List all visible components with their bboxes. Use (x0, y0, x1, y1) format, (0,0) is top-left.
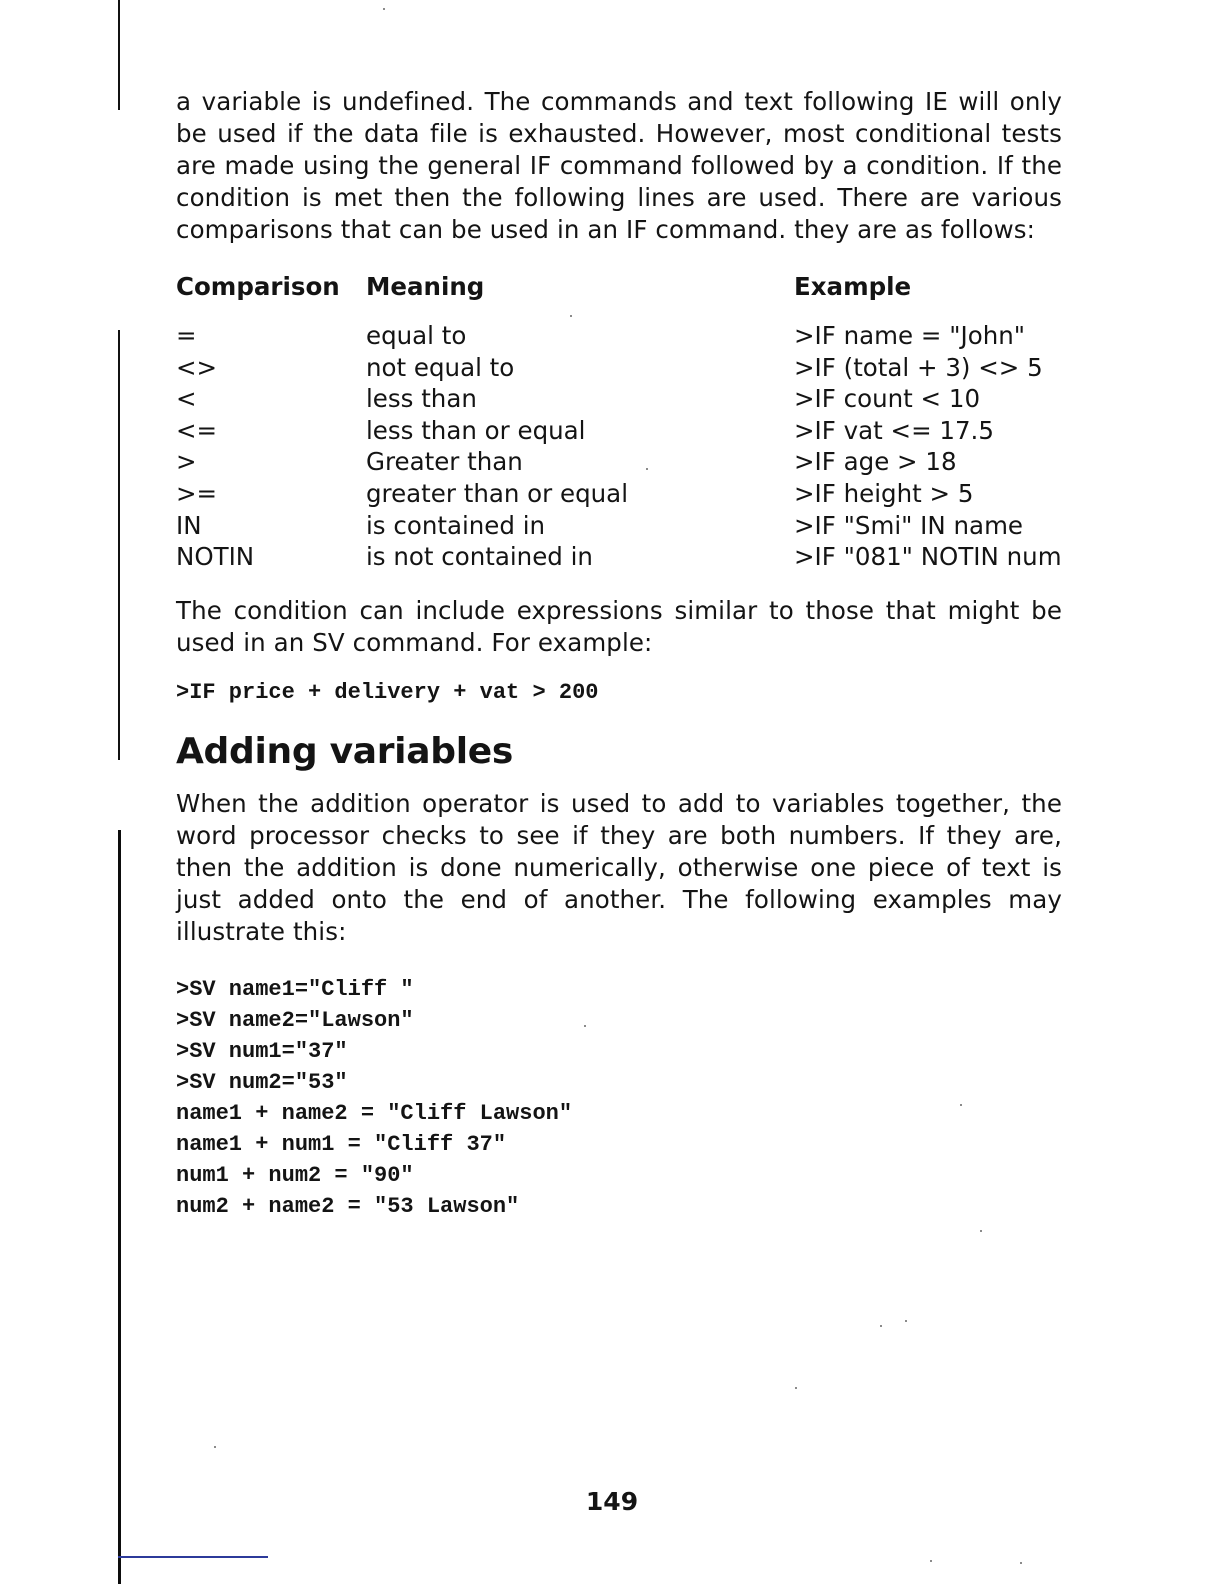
scan-edge-line (118, 1556, 268, 1558)
code-block (176, 974, 1062, 1222)
column-header-meaning: Meaning (366, 272, 485, 301)
comparison-meaning: less than or equal (366, 415, 586, 445)
scan-speck (646, 468, 648, 470)
code-line: >SV num1="37" (176, 1038, 348, 1064)
comparison-meaning: is contained in (366, 510, 546, 540)
comparison-meaning: greater than or equal (366, 478, 628, 508)
code-line: >SV name1="Cliff " (176, 976, 414, 1002)
scan-speck (930, 1560, 932, 1562)
comparison-operator: IN (176, 510, 202, 540)
comparison-operator: NOTIN (176, 542, 255, 572)
comparison-meaning: not equal to (366, 352, 515, 382)
comparison-example: >IF "081" NOTIN num (794, 542, 1062, 572)
comparison-operator: < (176, 384, 197, 414)
code-line: num2 + name2 = "53 Lawson" (176, 1193, 520, 1219)
table-row (176, 446, 1062, 478)
scan-edge-line (118, 830, 121, 1584)
table-row (176, 352, 1062, 384)
code-line: name1 + num1 = "Cliff 37" (176, 1131, 507, 1157)
section-heading-adding-variables: Adding variables (176, 730, 513, 772)
column-header-example: Example (794, 272, 912, 301)
scan-speck (584, 1025, 586, 1027)
comparison-operator: <= (176, 415, 218, 445)
table-row (176, 510, 1062, 542)
code-line: >SV name2="Lawson" (176, 1007, 414, 1033)
table-row (176, 478, 1062, 510)
scan-edge-line (118, 0, 120, 110)
comparison-example: >IF vat <= 17.5 (794, 415, 994, 445)
intro-paragraph: a variable is undefined. The commands and text following IE will only be used if the data file is exhausted. However, most conditional tests are made using the general IF command followed by a condition. If the condition is met then the following lines are used. There are various comparisons that can be used in an IF command. they are as follows: (176, 87, 1062, 244)
condition-paragraph: The condition can include expressions similar to those that might be used in an SV command. For example: (176, 595, 1062, 657)
scan-speck (905, 1320, 907, 1322)
scan-speck (960, 1104, 962, 1106)
page-content (176, 86, 1062, 1222)
comparison-operator: <> (176, 352, 218, 382)
table-row (176, 541, 1062, 573)
comparison-operator: > (176, 447, 197, 477)
table-header-row (176, 272, 1062, 320)
scan-speck (1020, 1562, 1022, 1564)
comparison-example: >IF count < 10 (794, 384, 981, 414)
scan-speck (980, 1230, 982, 1232)
code-line: name1 + name2 = "Cliff Lawson" (176, 1100, 573, 1126)
table-row (176, 415, 1062, 447)
condition-code-example: >IF price + delivery + vat > 200 (176, 679, 599, 705)
scan-speck (570, 315, 572, 317)
comparison-example: >IF name = "John" (794, 321, 1026, 350)
scan-speck (214, 1446, 216, 1448)
code-line: num1 + num2 = "90" (176, 1162, 414, 1188)
scan-speck (880, 1325, 882, 1327)
scan-edge-line (118, 330, 120, 760)
comparison-example: >IF (total + 3) <> 5 (794, 352, 1043, 382)
adding-variables-paragraph: When the addition operator is used to add to variables together, the word processor checks to see if they are both numbers. If they are, then the addition is done numerically, otherwise one piece of text is just added onto the end of another. The following examples may illustrate this: (176, 788, 1062, 946)
comparison-table (176, 272, 1062, 573)
comparison-example: >IF height > 5 (794, 478, 974, 508)
scan-speck (795, 1387, 797, 1389)
comparison-meaning: equal to (366, 321, 467, 350)
comparison-example: >IF age > 18 (794, 447, 957, 477)
comparison-operator: = (176, 321, 197, 350)
comparison-example: >IF "Smi" IN name (794, 510, 1024, 540)
page-number: 149 (585, 1487, 639, 1516)
column-header-comparison: Comparison (176, 272, 340, 301)
table-row (176, 320, 1062, 352)
code-line: >SV num2="53" (176, 1069, 348, 1095)
comparison-meaning: is not contained in (366, 542, 593, 572)
table-row (176, 383, 1062, 415)
comparison-operator: >= (176, 478, 218, 508)
scan-speck (383, 8, 385, 10)
comparison-meaning: less than (366, 384, 477, 414)
comparison-meaning: Greater than (366, 447, 523, 477)
